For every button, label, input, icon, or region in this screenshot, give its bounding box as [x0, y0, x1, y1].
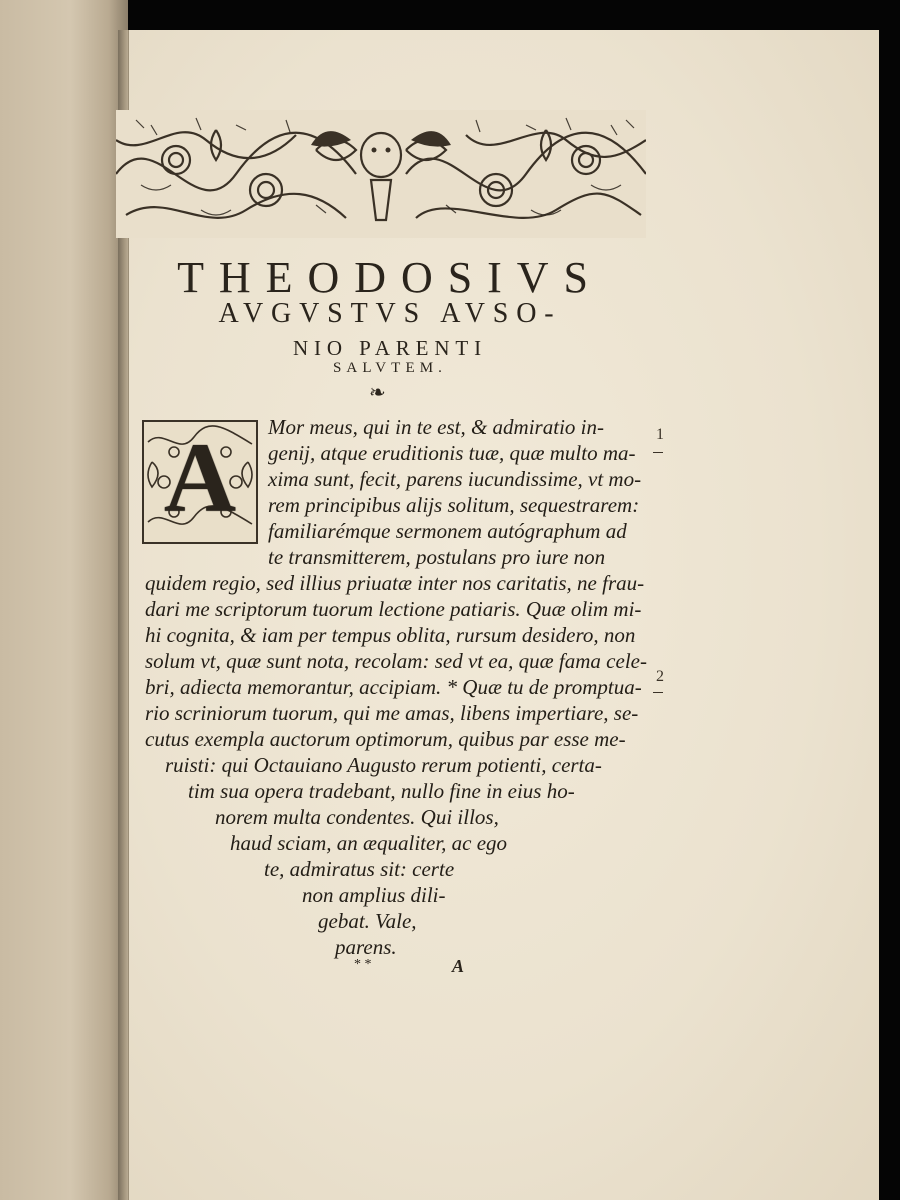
decorated-initial	[142, 420, 258, 544]
initial-letter: A	[163, 422, 237, 533]
text-line: Mor meus, qui in te est, & admiratio in-	[268, 415, 604, 439]
margin-dash-2	[653, 692, 663, 693]
text-line: quidem regio, sed illius priuatæ inter nos caritatis, ne frau-	[145, 571, 645, 595]
text-line: rem principibus alijs solitum, sequestrarem:	[268, 493, 640, 517]
text-line: te, admiratus sit: certe	[264, 857, 455, 881]
text-line: cutus exempla auctorum optimorum, quibus par esse me-	[145, 727, 626, 751]
title-line-2: AVGVSTVS AVSO-	[218, 298, 562, 329]
margin-number-1: 1	[656, 426, 664, 443]
fleuron-ornament: ❧	[369, 382, 386, 404]
title-line-3: NIO PARENTI	[293, 336, 487, 360]
text-line: non amplius dili-	[302, 883, 446, 907]
title-line-1: THEODOSIVS	[177, 253, 603, 302]
ornamental-headpiece	[116, 110, 646, 238]
text-line: bri, adiecta memorantur, accipiam. * Quæ tu de promptua-	[145, 675, 642, 699]
ending-asterisks: * *	[354, 957, 372, 972]
text-line: gebat. Vale,	[318, 909, 417, 933]
facing-page-edge	[0, 0, 128, 1200]
text-line: dari me scriptorum tuorum lectione patiaris. Quæ olim mi-	[145, 597, 642, 621]
text-line: ruisti: qui Octauiano Augusto rerum potienti, certa-	[165, 753, 602, 777]
margin-number-2: 2	[656, 668, 664, 685]
text-line: solum vt, quæ sunt nota, recolam: sed vt ea, quæ fama cele-	[145, 649, 647, 673]
text-line: tim sua opera tradebant, nullo fine in eius ho-	[188, 779, 575, 803]
text-line: hi cognita, & iam per tempus oblita, rursum desidero, non	[145, 623, 636, 647]
text-line: genij, atque eruditionis tuæ, quæ multo ma-	[268, 441, 636, 465]
text-line: familiarémque sermonem autógraphum ad	[268, 519, 627, 543]
margin-dash-1	[653, 452, 663, 453]
text-line: te transmitterem, postulans pro iure non	[268, 545, 606, 569]
title-line-4: SALVTEM.	[332, 360, 447, 376]
text-line: rio scriniorum tuorum, qui me amas, libens impertiare, se-	[145, 701, 639, 725]
catchword: A	[452, 956, 465, 976]
text-line: parens.	[335, 935, 397, 959]
text-line: norem multa condentes. Qui illos,	[215, 805, 499, 829]
text-line: xima sunt, fecit, parens iucundissime, vt mo-	[268, 467, 642, 491]
text-line: haud sciam, an æqualiter, ac ego	[230, 831, 508, 855]
